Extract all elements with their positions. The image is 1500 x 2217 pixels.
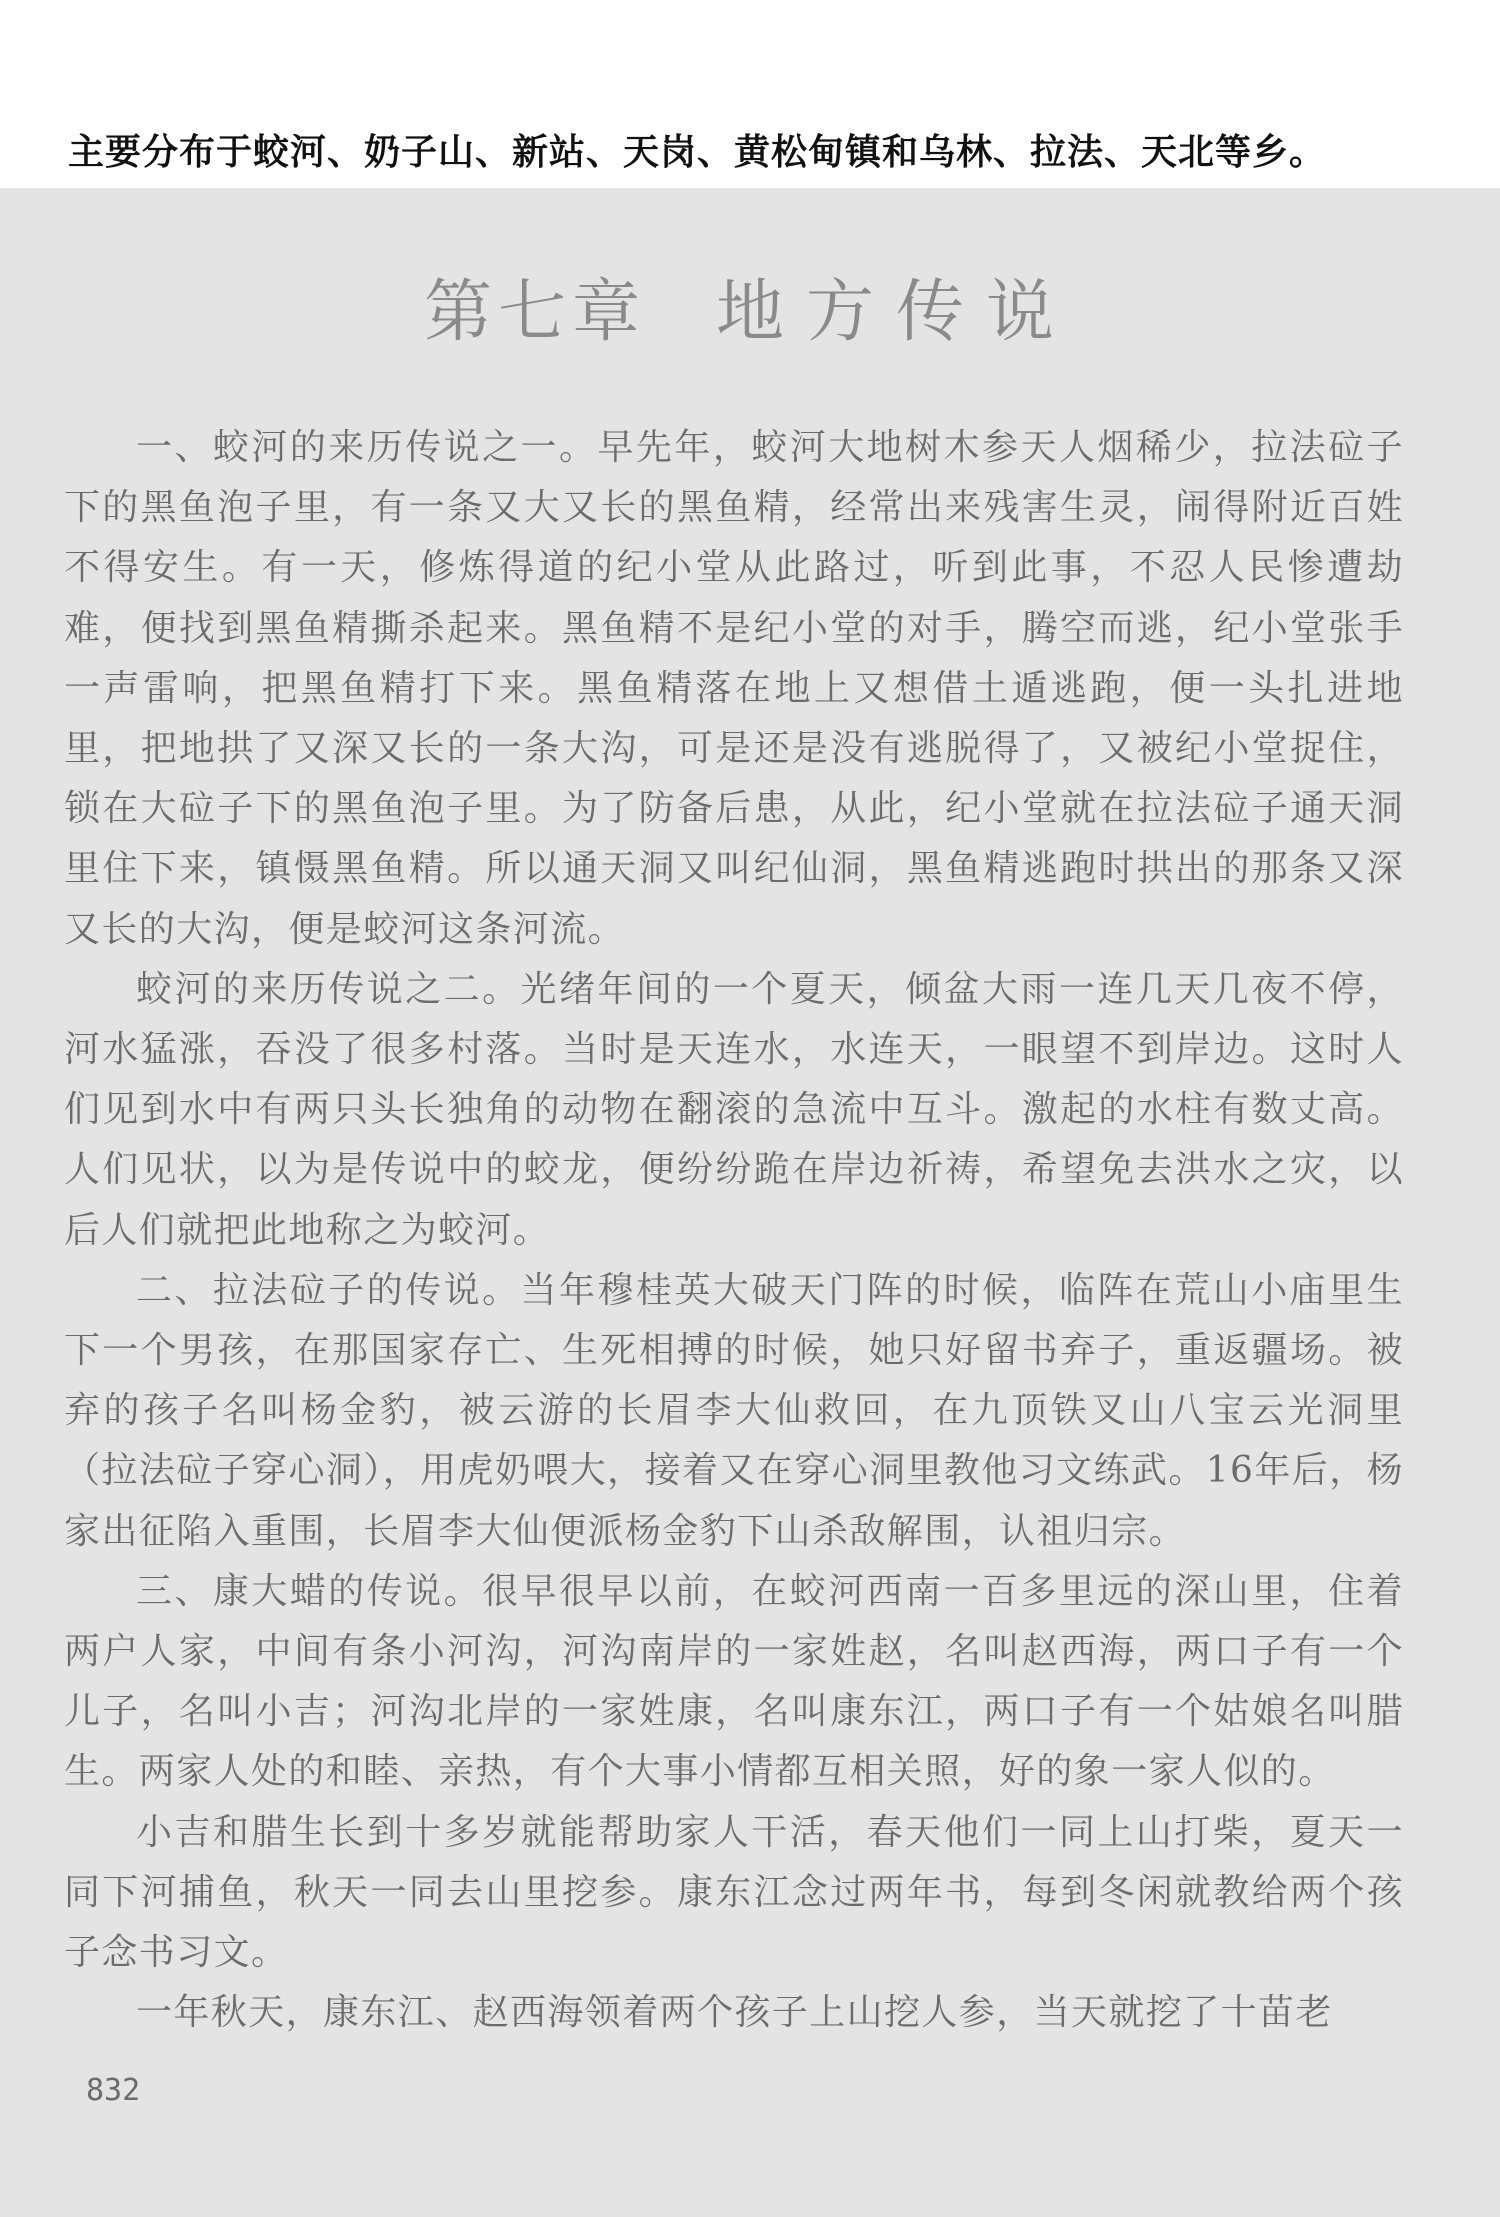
paragraph: 小吉和腊生长到十多岁就能帮助家人干活，春天他们一同上山打柴，夏天一同下河捕鱼，秋天一同去山里挖参。康东江念过两年书，每到冬闲就教给两个孩子念书习文。 (64, 1811, 1404, 1974)
chapter-label: 第七章 (423, 273, 646, 352)
paragraph: 一、蛟河的来历传说之一。早先年，蛟河大地树木参天人烟稀少，拉法砬子下的黑鱼泡子里，有一条又大又长的黑鱼精，经常出来残害生灵，闹得附近百姓不得安生。有一天，修炼得道的纪小堂从此路过，听到此事，不忍人民惨遭劫难，便找到黑鱼精撕杀起来。黑鱼精不是纪小堂的对手，腾空而逃，纪小堂张手一声雷响，把黑鱼精打下来。黑鱼精落在地上又想借土遁逃跑，便一头扎进地里，把地拱了又深又长的一条大沟，可是还是没有逃脱得了，又被纪小堂捉住，锁在大砬子下的黑鱼泡子里。为了防备后患，从此，纪小堂就在拉法砬子通天洞里住下来，镇慑黑鱼精。所以通天洞又叫纪仙洞，黑鱼精逃跑时拱出的那条又深又长的大沟，便是蛟河这条河流。 (64, 427, 1404, 950)
top-text-line: 主要分布于蛟河、奶子山、新站、天岗、黄松甸镇和乌林、拉法、天北等乡。 (68, 131, 1327, 173)
paragraph: 三、康大蜡的传说。很早很早以前，在蛟河西南一百多里远的深山里，住着两户人家，中间有条小河沟，河沟南岸的一家姓赵，名叫赵西海，两口子有一个儿子，名叫小吉；河沟北岸的一家姓康，名叫康东江，两口子有一个姑娘名叫腊生。两家人处的和睦、亲热，有个大事小情都互相关照，好的象一家人似的。 (64, 1570, 1404, 1793)
chapter-title (0, 258, 1500, 355)
top-band (0, 0, 1500, 188)
chapter-name: 地方传说 (716, 273, 1077, 352)
paragraph: 蛟河的来历传说之二。光绪年间的一个夏天，倾盆大雨一连几天几夜不停，河水猛涨，吞没了很多村落。当时是天连水，水连天，一眼望不到岸边。这时人们见到水中有两只头长独角的动物在翻滚的急流中互斗。激起的水柱有数丈高。人们见状，以为是传说中的蛟龙，便纷纷跪在岸边祈祷，希望免去洪水之灾，以后人们就把此地称之为蛟河。 (64, 968, 1404, 1251)
body-text (64, 418, 1404, 2043)
paragraph: 一年秋天，康东江、赵西海领着两个孩子上山挖人参，当天就挖了十苗老 (136, 1992, 1333, 2034)
page-number: 832 (86, 2073, 141, 2108)
book-page (0, 188, 1500, 2217)
paragraph: 二、拉法砬子的传说。当年穆桂英大破天门阵的时候，临阵在荒山小庙里生下一个男孩，在那国家存亡、生死相搏的时候，她只好留书弃子，重返疆场。被弃的孩子名叫杨金豹，被云游的长眉李大仙救回，在九顶铁叉山八宝云光洞里（拉法砬子穿心洞），用虎奶喂大，接着又在穿心洞里教他习文练武。16年后，杨家出征陷入重围，长眉李大仙便派杨金豹下山杀敌解围，认祖归宗。 (64, 1269, 1404, 1552)
